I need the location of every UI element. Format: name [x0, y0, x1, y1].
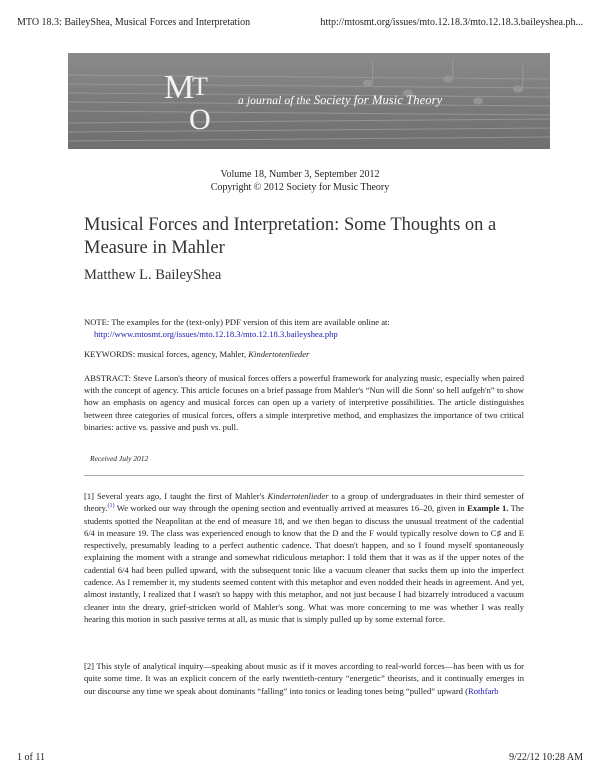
society-name: Society for Music Theory [313, 93, 443, 107]
volume-line: Volume 18, Number 3, September 2012 [220, 169, 380, 180]
citation-link[interactable]: Rothfarb [468, 685, 499, 696]
paragraph-1: [1] Several years ago, I taught the first of Mahler's Kindertotenlieder to a group of undergraduates in their third semester of theory.$^{(1)}$ We worked our way through the opening section and eventually arrived at measures 16–20, given in Example 1. The students spotted the Neapolitan at the end of measure 18, and we then began to discuss the unusual treatment of the cadential 6/4 in measure 19. The class was experienced enough to know that the D and the F would typically resolve down to C♯ and E respectively, presumably leading to a perfect authentic cadence. That doesn't happen, and so I found myself spontaneously explaining the moment with a strange and somewhat ridiculous metaphor: I told them that it was as if the upper notes of the cadential 6/4 had been pulled upward, with the subsequent tonic like a vacuum cleaner that sucks them up into the imperfect cadence. As I remember it, my students seemed content with this metaphor and even nodded their heads in agreement. And yet, almost instantly, I realized that I wasn't so happy with this metaphor, and not just because I had bizarrely introduced a vacuum cleaner into the dreary, grief-stricken world of Mahler's song. What was more concerning to me was whether I was really hearing this motion in such passive terms at all, as music that is simply pulled up by some external force. [84, 491, 525, 624]
browser-header [17, 17, 583, 31]
article-title: Musical Forces and Interpretation: Some Thoughts on a Measure in Mahler [84, 215, 497, 258]
pdf-note: NOTE: The examples for the (text-only) PDF version of this item are available online at: http://www.mtosmt.org/issues/mto.12.18.3/mto.12.18.3.baileyshea.php [84, 316, 524, 340]
footnote-link[interactable]: (1) [107, 503, 115, 510]
journal-tagline [238, 93, 442, 108]
copyright-line: Copyright © 2012 Society for Music Theory [210, 182, 390, 193]
received-date: Received July 2012 [90, 454, 149, 463]
abstract: ABSTRACT: Steve Larson's theory of musical forces offers a powerful framework for analyzing music, especially when paired with the concept of agency. This article focuses on a brief passage from Mahler's “Nun will die Sonn' so hell aufgeh'n” to show how an emphasis on agency and musical forces can open up a variety of interpretive possibilities. The article distinguishes between three categories of musical forces, offers a simple interpretive method, and emphasizes the importance of two critical binaries: active vs. passive and push vs. pull. [84, 373, 524, 432]
svg-text:O: O [189, 103, 211, 136]
example-link[interactable]: Example 1. [467, 503, 509, 514]
page-title: MTO 18.3: BaileyShea, Musical Forces and Interpretation [17, 17, 251, 28]
divider [84, 475, 524, 476]
svg-text:M: M [164, 69, 195, 106]
browser-footer [17, 752, 583, 766]
article-author: Matthew L. BaileyShea [84, 267, 222, 283]
journal-banner [68, 53, 550, 149]
print-timestamp: 9/22/12 10:28 AM [509, 752, 583, 763]
page-url[interactable]: http://mtosmt.org/issues/mto.12.18.3/mto.12.18.3.baileyshea.ph... [320, 17, 583, 28]
issue-info [0, 168, 600, 194]
page-number: 1 of 11 [17, 752, 45, 763]
keywords: KEYWORDS: musical forces, agency, Mahler, Kindertotenlieder [84, 349, 310, 359]
tagline-prefix: a journal of the [238, 95, 314, 107]
svg-text:T: T [192, 72, 208, 101]
examples-link[interactable]: http://www.mtosmt.org/issues/mto.12.18.3/mto.12.18.3.baileyshea.php [94, 329, 338, 339]
paragraph-2: [2] This style of analytical inquiry—speaking about music as if it moves according to real-world forces—has been with us for quite some time. It was an explicit concern of the early twentieth-century “energetic” theorists, and it continually emerges in our discourse any time we speak about dominants “falling” into tonics or leading tones being “pulled” upward (Rothfarb [84, 661, 524, 696]
